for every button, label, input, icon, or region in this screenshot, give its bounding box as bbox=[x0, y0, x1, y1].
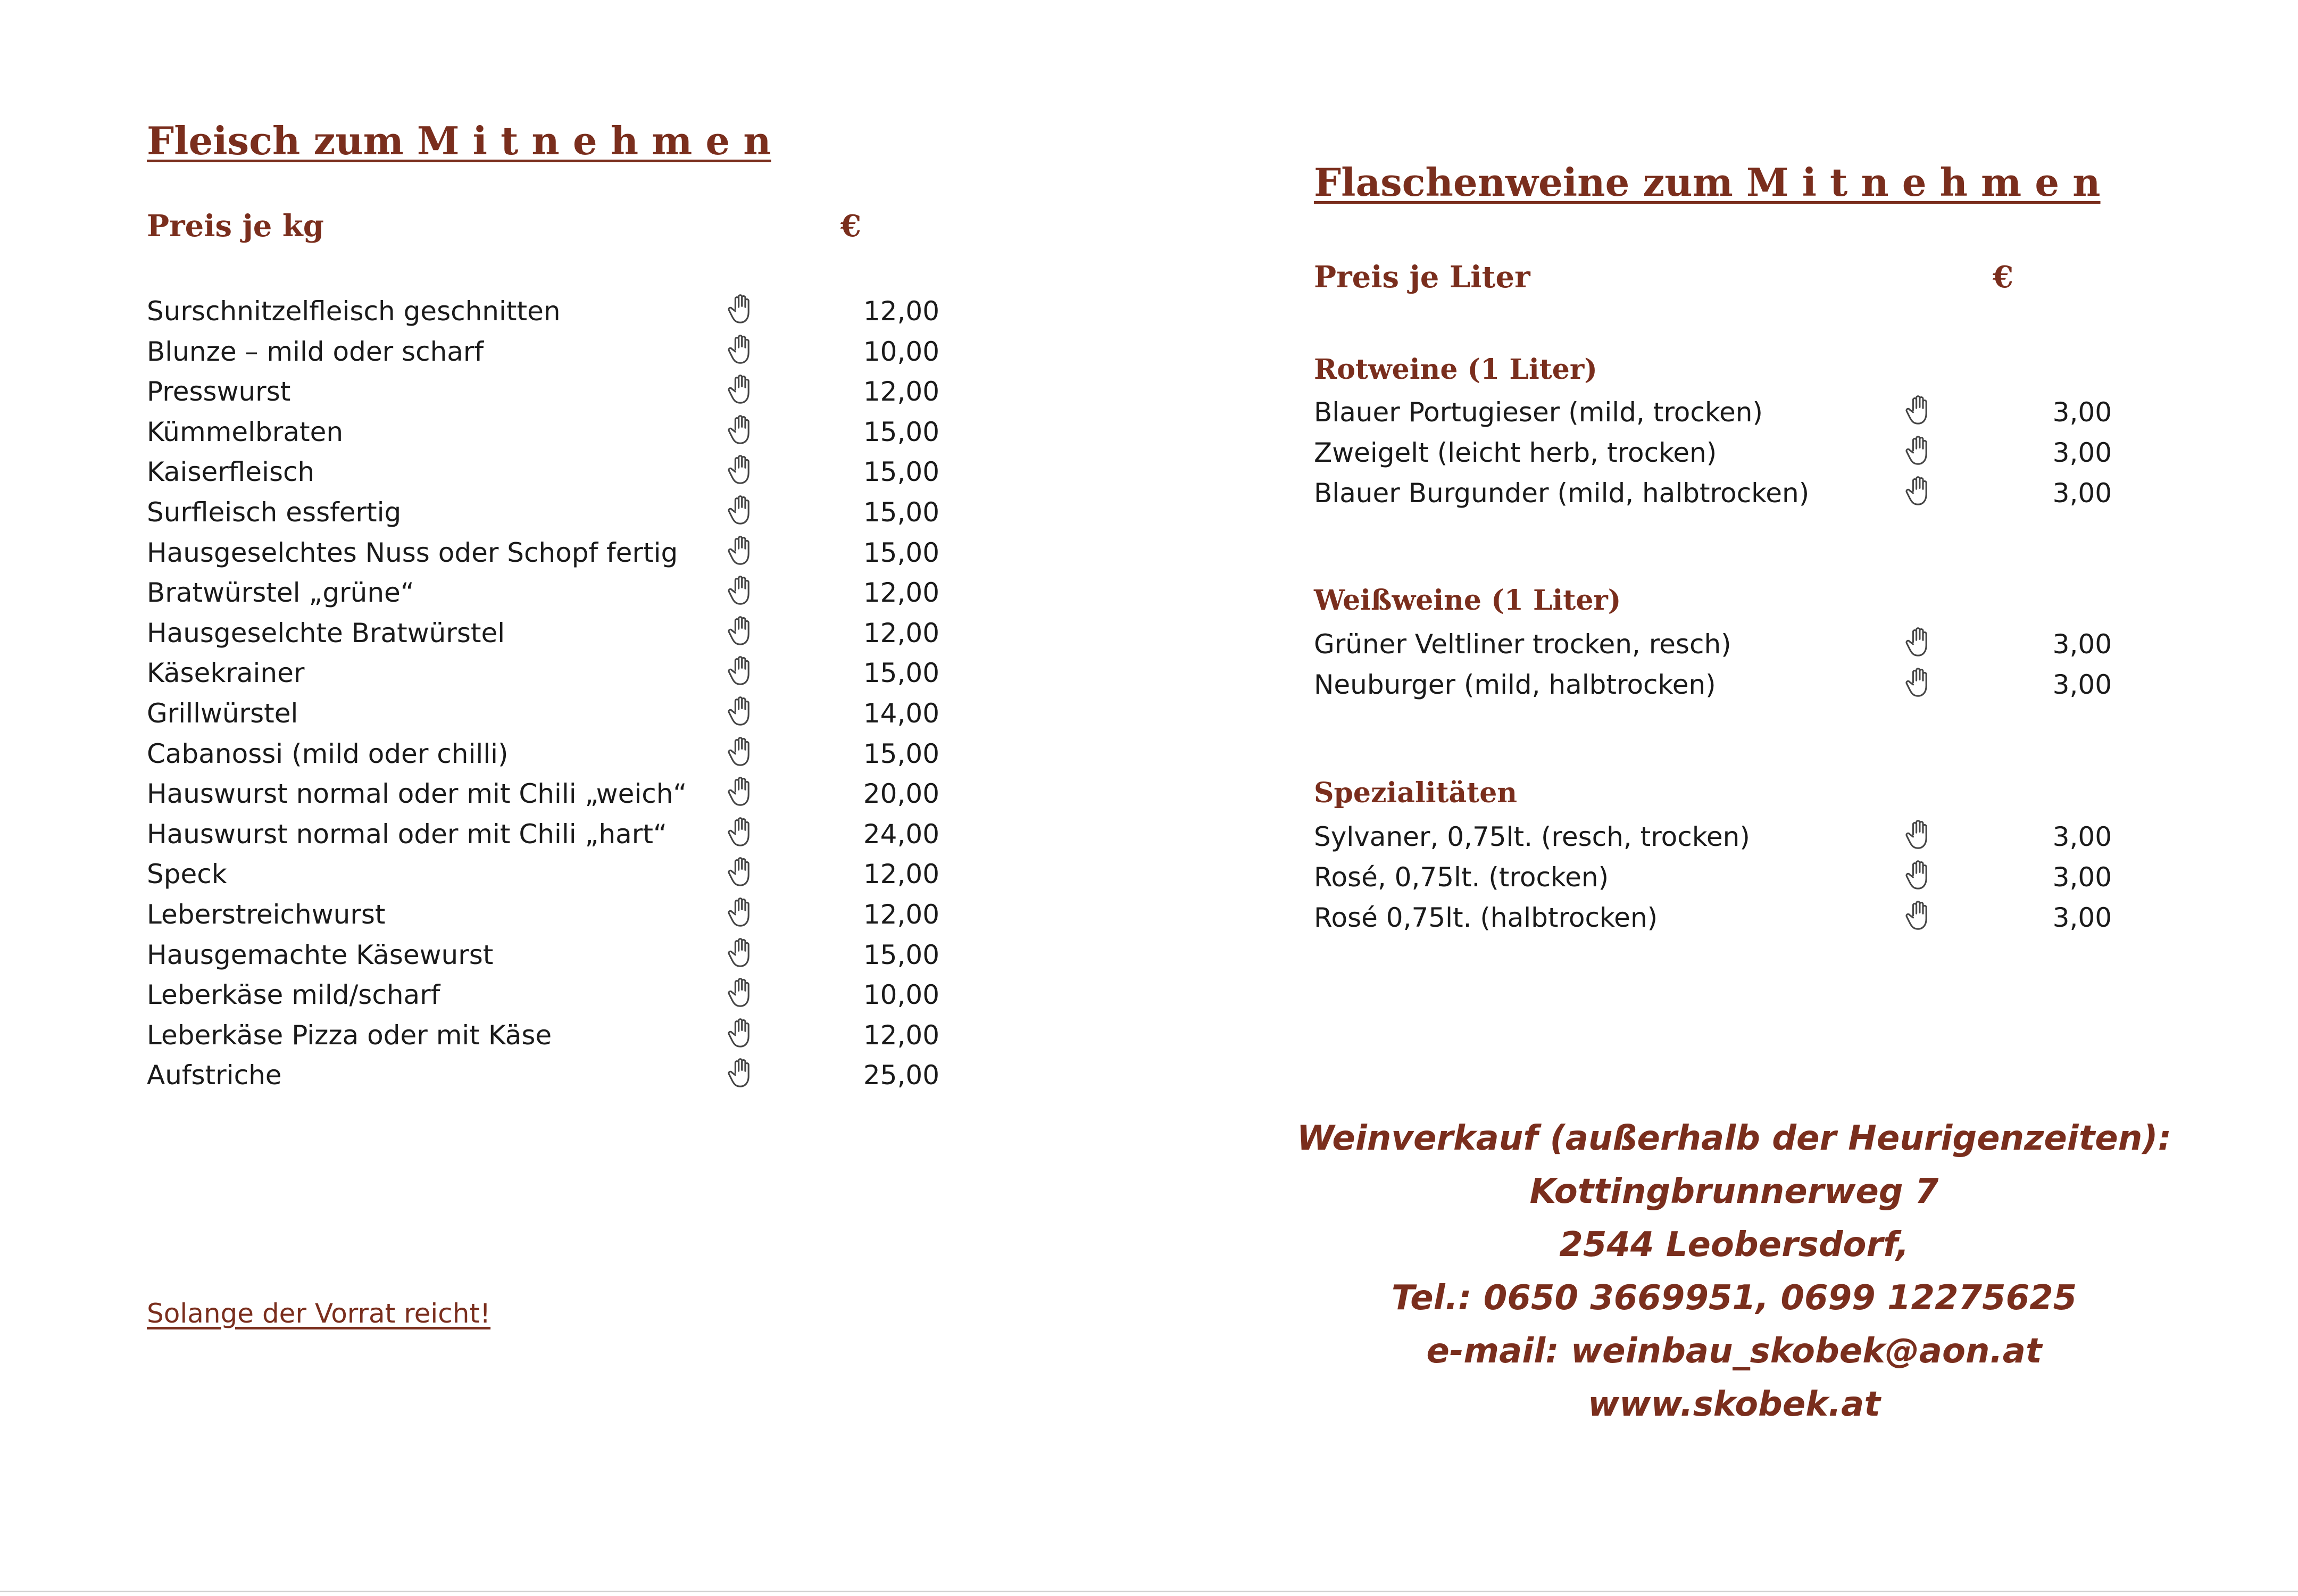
wine-item-name: Rosé 0,75lt. (halbtrocken) bbox=[1314, 902, 1658, 933]
meat-price-header: Preis je kg bbox=[147, 209, 324, 244]
wine-item-price: 3,00 bbox=[2052, 397, 2112, 428]
wine-item-name: Sylvaner, 0,75lt. (resch, trocken) bbox=[1314, 821, 1750, 852]
meat-item-name: Leberkäse mild/scharf bbox=[147, 979, 440, 1011]
contact-heading: Weinverkauf (außerhalb der Heurigenzeiten): bbox=[1296, 1119, 2172, 1158]
meat-item-name: Käsekrainer bbox=[147, 658, 305, 689]
hand-pointer-icon bbox=[727, 413, 756, 446]
meat-item-price: 12,00 bbox=[863, 899, 939, 930]
meat-item-name: Blunze – mild oder scharf bbox=[147, 336, 484, 367]
meat-item-row bbox=[147, 738, 998, 779]
meat-item-row bbox=[147, 979, 998, 1020]
wine-item-row bbox=[1314, 437, 2165, 478]
hand-pointer-icon bbox=[1904, 666, 1934, 699]
hand-pointer-icon bbox=[1904, 859, 1934, 892]
meat-item-row bbox=[147, 537, 998, 578]
meat-item-row bbox=[147, 336, 998, 377]
wine-currency-header: € bbox=[1993, 260, 2013, 295]
meat-item-row bbox=[147, 778, 998, 819]
meat-item-price: 15,00 bbox=[863, 738, 939, 769]
meat-item-price: 10,00 bbox=[863, 336, 939, 367]
meat-item-row bbox=[147, 618, 998, 658]
meat-item-name: Bratwürstel „grüne“ bbox=[147, 577, 414, 609]
wine-title: Flaschenweine zum M i t n e h m e n bbox=[1314, 160, 2101, 205]
meat-item-row bbox=[147, 698, 998, 738]
wine-item-name: Grüner Veltliner trocken, resch) bbox=[1314, 629, 1731, 660]
meat-item-name: Presswurst bbox=[147, 376, 291, 408]
wine-item-name: Rosé, 0,75lt. (trocken) bbox=[1314, 862, 1609, 893]
meat-item-price: 15,00 bbox=[863, 658, 939, 689]
meat-item-row bbox=[147, 658, 998, 698]
meat-item-price: 25,00 bbox=[863, 1060, 939, 1091]
meat-item-price: 15,00 bbox=[863, 939, 939, 970]
meat-item-row bbox=[147, 1060, 998, 1100]
wine-item-row bbox=[1314, 902, 2165, 943]
meat-item-name: Hausgeselchte Bratwürstel bbox=[147, 617, 505, 649]
meat-item-name: Hausgeselchtes Nuss oder Schopf fertig bbox=[147, 537, 678, 568]
hand-pointer-icon bbox=[1904, 394, 1934, 427]
hand-pointer-icon bbox=[727, 976, 756, 1009]
meat-item-price: 12,00 bbox=[863, 859, 939, 890]
wine-price-header: Preis je Liter bbox=[1314, 260, 1530, 295]
meat-item-name: Cabanossi (mild oder chilli) bbox=[147, 738, 509, 769]
meat-item-price: 12,00 bbox=[863, 617, 939, 649]
meat-item-row bbox=[147, 497, 998, 537]
meat-item-price: 12,00 bbox=[863, 296, 939, 327]
hand-pointer-icon bbox=[1904, 434, 1934, 467]
wine-item-price: 3,00 bbox=[2052, 862, 2112, 893]
wine-item-price: 3,00 bbox=[2052, 821, 2112, 852]
contact-street: Kottingbrunnerweg 7 bbox=[1529, 1172, 1939, 1211]
hand-pointer-icon bbox=[1904, 818, 1934, 851]
meat-item-price: 20,00 bbox=[863, 778, 939, 810]
wine-item-row bbox=[1314, 669, 2165, 710]
wine-item-name: Neuburger (mild, halbtrocken) bbox=[1314, 669, 1716, 700]
hand-pointer-icon bbox=[727, 654, 756, 687]
contact-website[interactable]: www.skobek.at bbox=[1588, 1385, 1880, 1424]
bottom-divider bbox=[0, 1591, 2298, 1592]
hand-pointer-icon bbox=[727, 896, 756, 929]
meat-item-row bbox=[147, 899, 998, 940]
meat-item-price: 15,00 bbox=[863, 456, 939, 488]
meat-item-price: 12,00 bbox=[863, 376, 939, 408]
wine-item-price: 3,00 bbox=[2052, 669, 2112, 700]
meat-item-row bbox=[147, 1020, 998, 1060]
contact-phone: Tel.: 0650 3669951, 0699 12275625 bbox=[1391, 1278, 2077, 1318]
hand-pointer-icon bbox=[1904, 626, 1934, 659]
hand-pointer-icon bbox=[727, 373, 756, 406]
meat-item-name: Hauswurst normal oder mit Chili „hart“ bbox=[147, 818, 667, 850]
hand-pointer-icon bbox=[1904, 475, 1934, 508]
section-title-red: Rotweine (1 Liter) bbox=[1314, 353, 1597, 386]
meat-item-price: 15,00 bbox=[863, 537, 939, 568]
meat-item-row bbox=[147, 417, 998, 457]
wine-item-row bbox=[1314, 821, 2165, 862]
meat-item-row bbox=[147, 296, 998, 336]
hand-pointer-icon bbox=[1904, 899, 1934, 932]
contact-city: 2544 Leobersdorf, bbox=[1559, 1225, 1909, 1265]
wine-item-price: 3,00 bbox=[2052, 902, 2112, 933]
meat-item-price: 15,00 bbox=[863, 497, 939, 528]
hand-pointer-icon bbox=[727, 534, 756, 567]
meat-item-price: 10,00 bbox=[863, 979, 939, 1011]
meat-item-name: Surfleisch essfertig bbox=[147, 497, 402, 528]
hand-pointer-icon bbox=[727, 494, 756, 527]
wine-item-row bbox=[1314, 629, 2165, 669]
meat-item-price: 12,00 bbox=[863, 1019, 939, 1051]
wine-item-name: Blauer Burgunder (mild, halbtrocken) bbox=[1314, 478, 1810, 509]
meat-currency-header: € bbox=[840, 209, 861, 244]
meat-item-price: 12,00 bbox=[863, 577, 939, 609]
hand-pointer-icon bbox=[727, 775, 756, 808]
meat-item-name: Kümmelbraten bbox=[147, 416, 344, 447]
wine-item-price: 3,00 bbox=[2052, 478, 2112, 509]
meat-item-name: Kaiserfleisch bbox=[147, 456, 315, 488]
hand-pointer-icon bbox=[727, 695, 756, 728]
meat-title: Fleisch zum M i t n e h m e n bbox=[147, 118, 771, 163]
meat-item-row bbox=[147, 940, 998, 980]
meat-item-row bbox=[147, 376, 998, 417]
hand-pointer-icon bbox=[727, 735, 756, 768]
hand-pointer-icon bbox=[727, 936, 756, 969]
meat-item-row bbox=[147, 577, 998, 618]
stock-note: Solange der Vorrat reicht! bbox=[147, 1298, 491, 1329]
meat-item-name: Aufstriche bbox=[147, 1060, 282, 1091]
wine-item-row bbox=[1314, 862, 2165, 902]
hand-pointer-icon bbox=[727, 614, 756, 647]
hand-pointer-icon bbox=[727, 1017, 756, 1050]
section-title-white: Weißweine (1 Liter) bbox=[1314, 584, 1621, 617]
meat-item-price: 24,00 bbox=[863, 818, 939, 850]
meat-item-name: Grillwürstel bbox=[147, 698, 298, 729]
meat-item-name: Leberstreichwurst bbox=[147, 899, 386, 930]
section-title-special: Spezialitäten bbox=[1314, 777, 1518, 809]
meat-item-name: Leberkäse Pizza oder mit Käse bbox=[147, 1019, 552, 1051]
wine-item-price: 3,00 bbox=[2052, 437, 2112, 468]
hand-pointer-icon bbox=[727, 453, 756, 486]
contact-email[interactable]: e-mail: weinbau_skobek@aon.at bbox=[1426, 1332, 2042, 1371]
contact-block bbox=[1266, 1112, 2202, 1431]
meat-item-price: 15,00 bbox=[863, 416, 939, 447]
meat-item-row bbox=[147, 456, 998, 497]
meat-item-row bbox=[147, 859, 998, 899]
hand-pointer-icon bbox=[727, 574, 756, 607]
hand-pointer-icon bbox=[727, 293, 756, 326]
wine-item-name: Blauer Portugieser (mild, trocken) bbox=[1314, 397, 1763, 428]
wine-item-name: Zweigelt (leicht herb, trocken) bbox=[1314, 437, 1717, 468]
meat-item-name: Hausgemachte Käsewurst bbox=[147, 939, 494, 970]
meat-item-name: Surschnitzelfleisch geschnitten bbox=[147, 296, 561, 327]
hand-pointer-icon bbox=[727, 1057, 756, 1090]
wine-item-price: 3,00 bbox=[2052, 629, 2112, 660]
meat-item-name: Hauswurst normal oder mit Chili „weich“ bbox=[147, 778, 687, 810]
wine-item-row bbox=[1314, 478, 2165, 518]
meat-item-price: 14,00 bbox=[863, 698, 939, 729]
meat-item-row bbox=[147, 819, 998, 859]
hand-pointer-icon bbox=[727, 816, 756, 849]
wine-item-row bbox=[1314, 397, 2165, 437]
hand-pointer-icon bbox=[727, 333, 756, 366]
hand-pointer-icon bbox=[727, 855, 756, 888]
meat-item-name: Speck bbox=[147, 859, 227, 890]
